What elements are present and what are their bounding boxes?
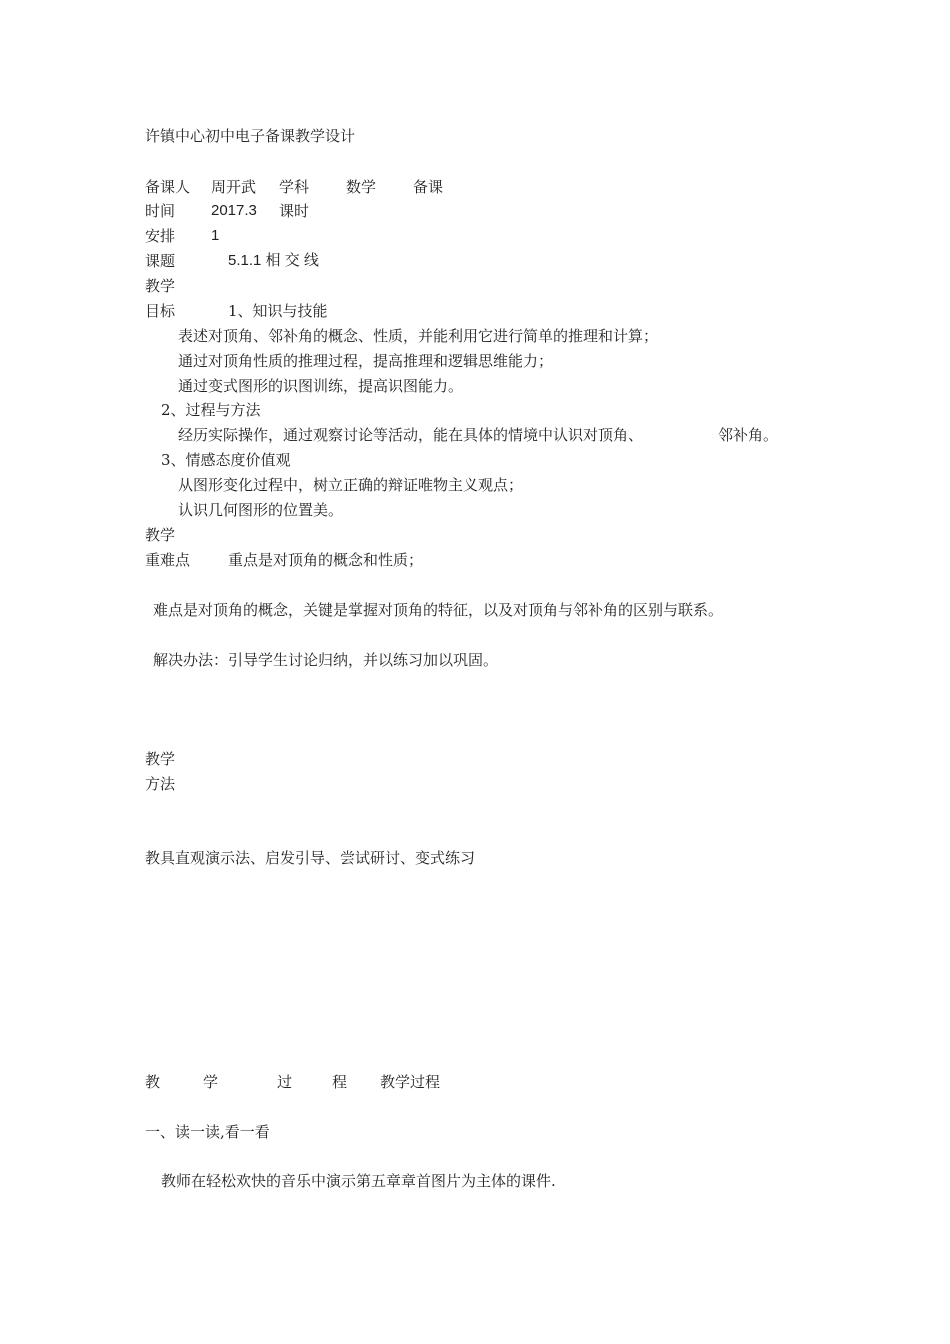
process-label-char: 学	[203, 1073, 219, 1091]
schedule-label-part2: 时间	[145, 202, 176, 220]
schedule-value: 2017.3	[211, 202, 257, 219]
period-label: 课时	[279, 202, 310, 220]
process-label-char: 过	[277, 1073, 293, 1091]
goals-section1-line: 通过变式图形的识图训练，提高识图能力。	[178, 377, 464, 395]
subject-label: 学科	[279, 178, 310, 196]
goals-section3-line: 认识几何图形的位置美。	[178, 501, 344, 519]
goals-section1-line: 表述对顶角、邻补角的概念、性质，并能利用它进行简单的推理和计算；	[178, 327, 659, 345]
difficulties-label-part1: 教学	[145, 526, 176, 544]
methods-content: 教具直观演示法、启发引导、尝试研讨、变式练习	[145, 849, 476, 867]
process-title: 教学过程	[380, 1073, 441, 1091]
preparer-name: 周开武	[211, 178, 257, 196]
methods-label-part2: 方法	[145, 775, 176, 793]
goals-section3-title: 3、情感态度价值观	[161, 451, 291, 469]
goals-section1-title: 1、知识与技能	[228, 302, 328, 320]
topic-value: 5.1.1 相 交 线	[228, 252, 319, 269]
goals-label-part2: 目标	[145, 302, 176, 320]
goals-section2-title: 2、过程与方法	[161, 401, 261, 419]
process-label-char: 教	[145, 1073, 161, 1091]
process-step1-title: 一、读一读,看一看	[145, 1123, 270, 1141]
goals-section1-line: 通过对顶角性质的推理过程，提高推理和逻辑思维能力；	[178, 352, 554, 370]
difficulties-label-part2: 重难点	[145, 551, 191, 569]
schedule-label-part1: 备课	[413, 178, 444, 196]
goals-section2-line-b: 邻补角。	[718, 426, 779, 444]
preparer-label: 备课人	[145, 178, 191, 196]
difficult-point: 难点是对顶角的概念，关键是掌握对顶角的特征，以及对顶角与邻补角的区别与联系。	[153, 601, 724, 619]
process-step1-text: 教师在轻松欢快的音乐中演示第五章章首图片为主体的课件.	[161, 1172, 556, 1190]
period-value: 1	[211, 227, 220, 244]
topic-label: 课题	[145, 252, 176, 270]
document-title: 许镇中心初中电子备课教学设计	[145, 127, 356, 145]
solution: 解决办法：引导学生讨论归纳，并以练习加以巩固。	[153, 651, 499, 669]
methods-label-part1: 教学	[145, 750, 176, 768]
period-label-part2: 安排	[145, 227, 176, 245]
goals-label-part1: 教学	[145, 277, 176, 295]
goals-section2-line-a: 经历实际操作，通过观察讨论等活动，能在具体的情境中认识对顶角、	[178, 426, 644, 444]
process-label-char: 程	[332, 1073, 348, 1091]
key-point: 重点是对顶角的概念和性质；	[228, 551, 424, 569]
goals-section3-line: 从图形变化过程中，树立正确的辩证唯物主义观点；	[178, 476, 524, 494]
subject-value: 数学	[346, 178, 377, 196]
